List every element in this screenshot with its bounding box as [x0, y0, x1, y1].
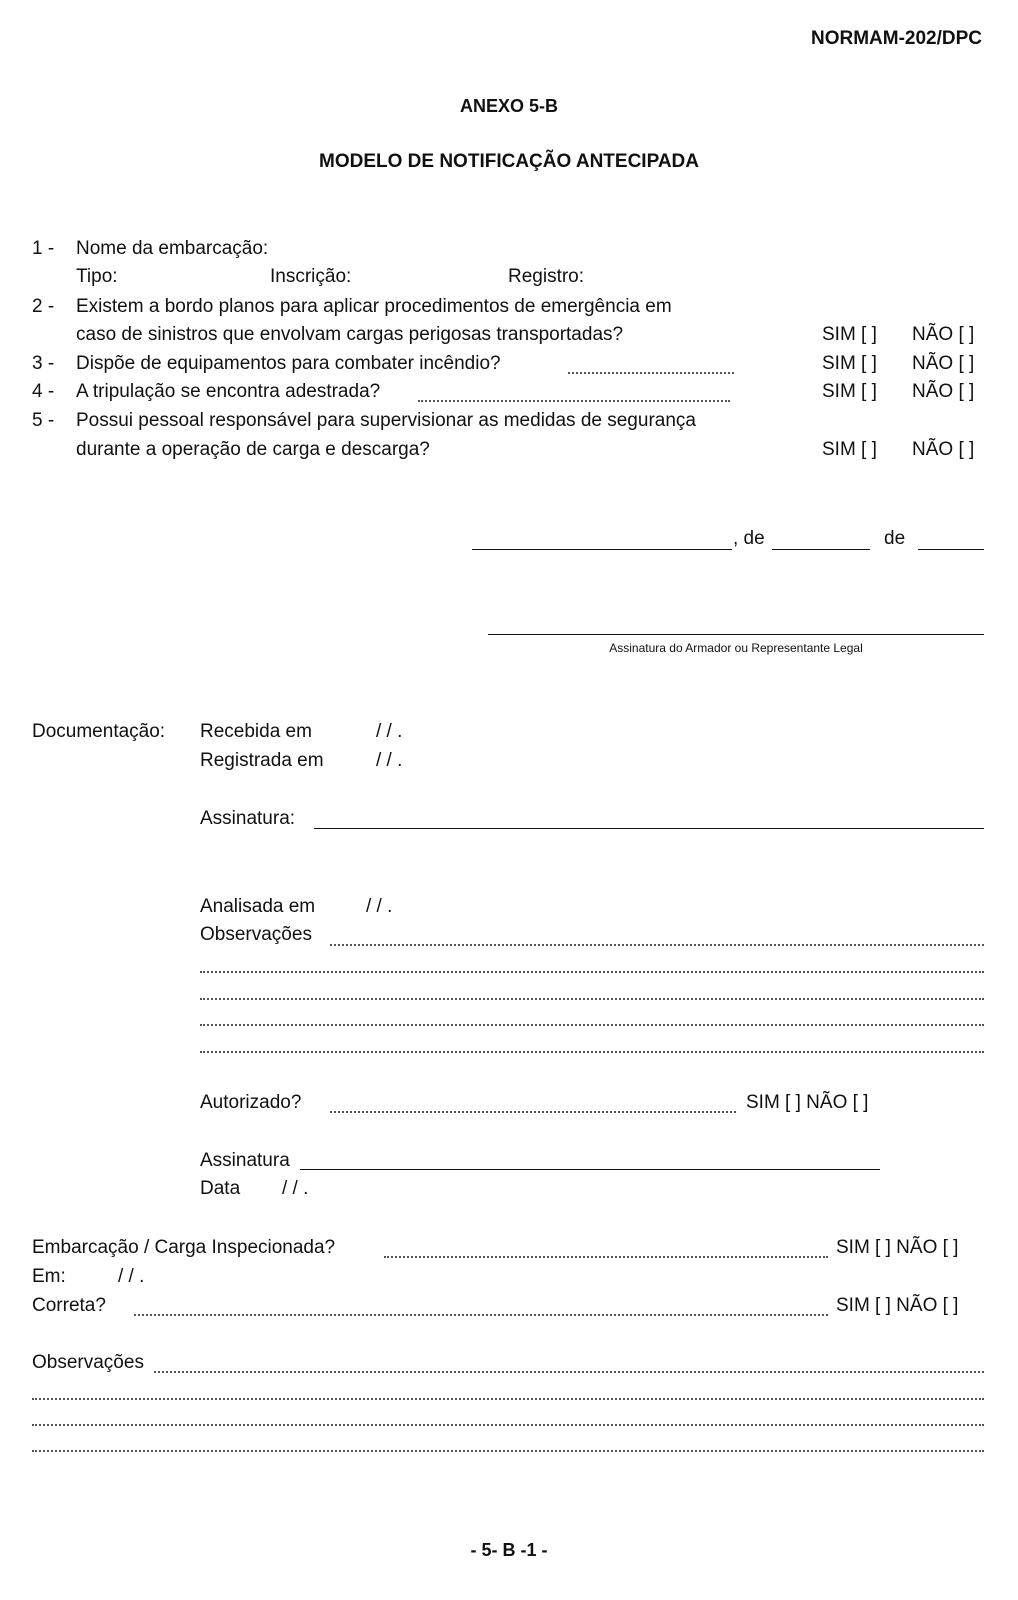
q1-registro-label: Registro:	[508, 266, 585, 287]
em-date[interactable]: / / .	[118, 1266, 145, 1287]
observacoes-dots-2[interactable]	[200, 971, 984, 973]
inspection-observacoes-dots-3[interactable]	[32, 1424, 984, 1426]
em-label: Em:	[32, 1266, 66, 1287]
autorizado-label: Autorizado?	[200, 1092, 302, 1113]
q2-number: 2 -	[32, 296, 55, 317]
assinatura2-line[interactable]	[300, 1169, 880, 1170]
assinatura-label: Assinatura:	[200, 808, 296, 829]
analisada-date[interactable]: / / .	[366, 896, 393, 917]
inspection-observacoes-label: Observações	[32, 1352, 144, 1373]
q1-number: 1 -	[32, 238, 55, 259]
analisada-label: Analisada em	[200, 896, 316, 917]
assinatura-line[interactable]	[314, 828, 984, 829]
observacoes-dots-4[interactable]	[200, 1024, 984, 1026]
embarcacao-inspecionada-label: Embarcação / Carga Inspecionada?	[32, 1237, 336, 1258]
registrada-date[interactable]: / / .	[376, 750, 403, 771]
q4-text: A tripulação se encontra adestrada?	[76, 381, 381, 402]
q2-line2: caso de sinistros que envolvam cargas perigosas transportadas?	[76, 324, 624, 345]
q2-sim-checkbox[interactable]: SIM [ ]	[822, 324, 877, 345]
page-title: MODELO DE NOTIFICAÇÃO ANTECIPADA	[319, 151, 699, 172]
place-blank[interactable]	[472, 549, 732, 550]
inspection-observacoes-dots-4[interactable]	[32, 1450, 984, 1452]
month-blank[interactable]	[772, 549, 870, 550]
observacoes-dots-3[interactable]	[200, 998, 984, 1000]
autorizado-dot-leader	[330, 1111, 736, 1113]
document-code: NORMAM-202/DPC	[810, 28, 982, 49]
correta-sim-nao[interactable]: SIM [ ] NÃO [ ]	[836, 1295, 959, 1316]
q5-number: 5 -	[32, 410, 55, 431]
date-de-2: de	[884, 528, 906, 549]
q3-number: 3 -	[32, 353, 55, 374]
q1-tipo-label: Tipo:	[76, 266, 118, 287]
q2-line1: Existem a bordo planos para aplicar procedimentos de emergência em	[76, 296, 672, 317]
date-de-1: , de	[733, 528, 765, 549]
data-date[interactable]: / / .	[282, 1178, 309, 1199]
observacoes-label: Observações	[200, 924, 312, 945]
embarcacao-dot-leader	[384, 1256, 828, 1258]
assinatura2-label: Assinatura	[200, 1150, 290, 1171]
owner-signature-caption: Assinatura do Armador ou Representante Legal	[609, 641, 863, 655]
q5-nao-checkbox[interactable]: NÃO [ ]	[912, 439, 975, 460]
inspection-observacoes-dots-1[interactable]	[154, 1371, 984, 1373]
year-blank[interactable]	[918, 549, 984, 550]
q4-dot-leader	[418, 400, 730, 402]
q3-dot-leader	[568, 372, 734, 374]
embarcacao-sim-nao[interactable]: SIM [ ] NÃO [ ]	[836, 1237, 959, 1258]
page-number: - 5- B -1 -	[470, 1540, 548, 1560]
observacoes-dots-5[interactable]	[200, 1051, 984, 1053]
documentation-label: Documentação:	[32, 721, 166, 742]
q5-line2: durante a operação de carga e descarga?	[76, 439, 430, 460]
q4-sim-checkbox[interactable]: SIM [ ]	[822, 381, 877, 402]
observacoes-dots-1[interactable]	[330, 944, 984, 946]
inspection-observacoes-dots-2[interactable]	[32, 1398, 984, 1400]
q3-sim-checkbox[interactable]: SIM [ ]	[822, 353, 877, 374]
correta-label: Correta?	[32, 1295, 106, 1316]
recebida-label: Recebida em	[200, 721, 312, 742]
q3-nao-checkbox[interactable]: NÃO [ ]	[912, 353, 975, 374]
data-label: Data	[200, 1178, 241, 1199]
recebida-date[interactable]: / / .	[376, 721, 403, 742]
q2-nao-checkbox[interactable]: NÃO [ ]	[912, 324, 975, 345]
q4-number: 4 -	[32, 381, 55, 402]
autorizado-sim-nao[interactable]: SIM [ ] NÃO [ ]	[746, 1092, 869, 1113]
q5-line1: Possui pessoal responsável para supervisionar as medidas de segurança	[76, 410, 696, 431]
annex-label: ANEXO 5-B	[459, 96, 558, 116]
registrada-label: Registrada em	[200, 750, 324, 771]
q1-inscricao-label: Inscrição:	[270, 266, 352, 287]
correta-dot-leader	[134, 1314, 828, 1316]
owner-signature-line[interactable]	[488, 634, 984, 635]
q1-label: Nome da embarcação:	[76, 238, 269, 259]
q5-sim-checkbox[interactable]: SIM [ ]	[822, 439, 877, 460]
q4-nao-checkbox[interactable]: NÃO [ ]	[912, 381, 975, 402]
q3-text: Dispõe de equipamentos para combater incêndio?	[76, 353, 501, 374]
